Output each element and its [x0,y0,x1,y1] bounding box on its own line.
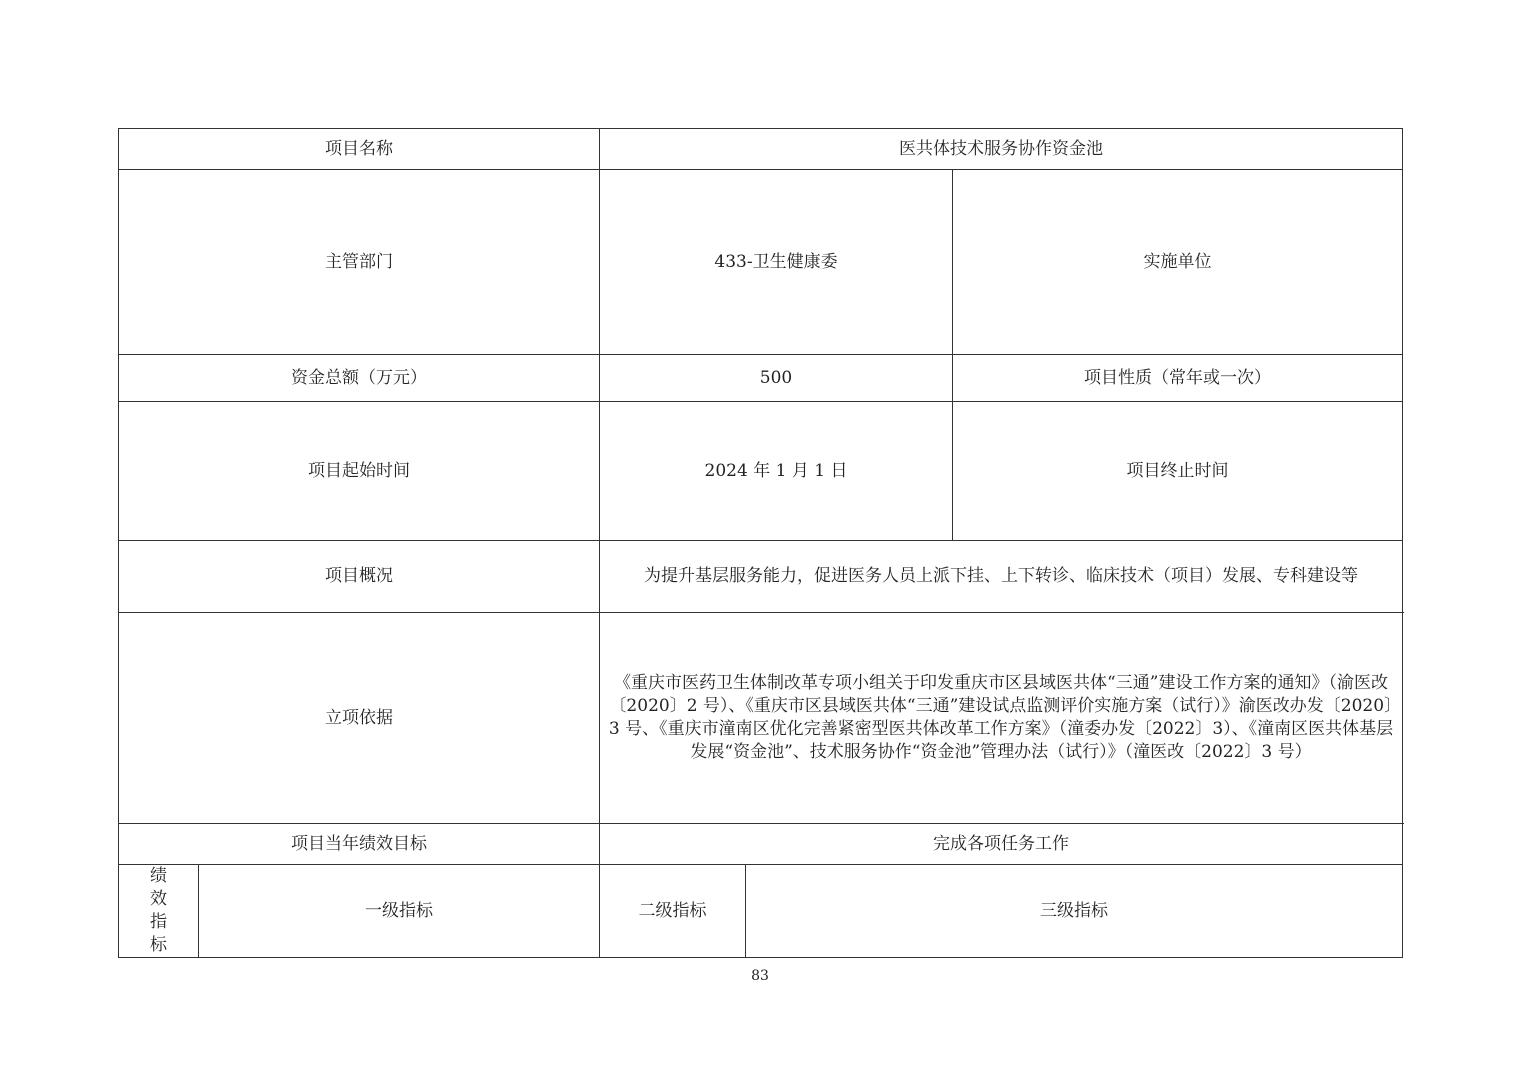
fund-value: 500 [600,355,953,402]
overview-value: 为提升基层服务能力，促进医务人员上派下挂、上下转诊、临床技术（项目）发展、专科建设等 [600,541,1403,613]
dept-value: 433-卫生健康委 [600,170,953,355]
page-number: 83 [751,968,769,984]
basis-label: 立项依据 [119,613,600,824]
header-level3: 三级指标 [746,865,1403,958]
perf-char: 效 [150,889,167,909]
project-name-label: 项目名称 [119,129,600,170]
goal-label: 项目当年绩效目标 [119,824,600,865]
overview-label: 项目概况 [119,541,600,613]
dept-label: 主管部门 [119,170,600,355]
header-level1: 一级指标 [199,865,600,958]
fund-label: 资金总额（万元） [119,355,600,402]
header-level2: 二级指标 [600,865,746,958]
end-label: 项目终止时间 [953,402,1403,541]
start-value: 2024 年 1 月 1 日 [600,402,953,541]
performance-indicator-label [119,865,199,958]
start-label: 项目起始时间 [119,402,600,541]
goal-value: 完成各项任务工作 [600,824,1403,865]
basis-value: 《重庆市医药卫生体制改革专项小组关于印发重庆市区县域医共体“三通”建设工作方案的通知》（渝医改〔2020〕2 号）、《重庆市区县域医共体“三通”建设试点监测评价实施方案（试行）》渝医改办发〔2020〕3 号、《重庆市潼南区优化完善紧密型医共体改革工作方案》（潼委办发〔2022〕3）、《潼南区医共体基层发展“资金池”、技术服务协作“资金池”管理办法（试行）》（潼医改〔2022〕3 号） [600,613,1403,824]
nature-label: 项目性质（常年或一次） [953,355,1403,402]
project-name-value: 医共体技术服务协作资金池 [600,129,1403,170]
project-performance-table [118,128,1403,958]
perf-char: 绩 [150,866,167,886]
perf-char: 指 [150,912,167,932]
perf-char: 标 [150,935,167,955]
impl-label-cell: 实施单位 [953,170,1403,355]
